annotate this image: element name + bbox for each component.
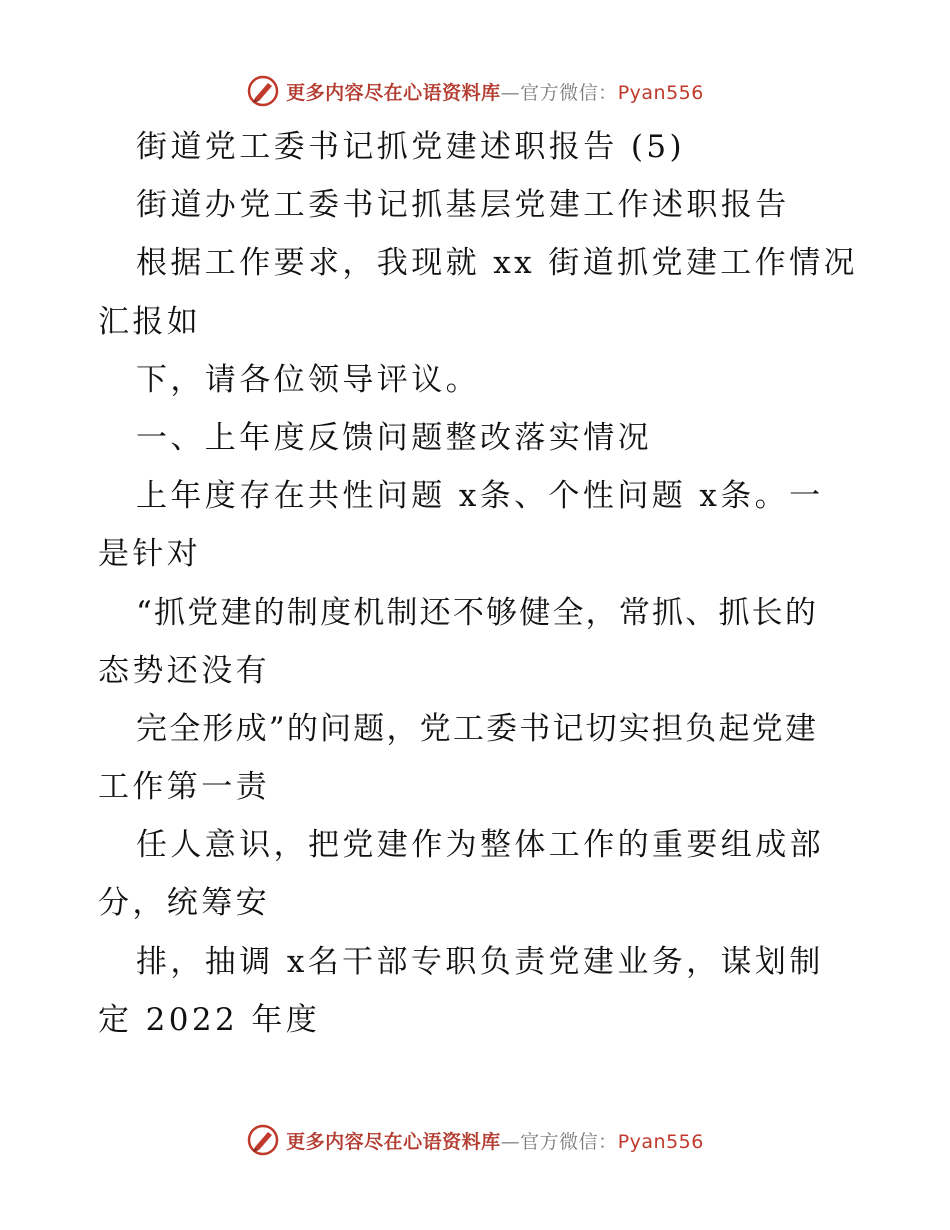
paragraph-line: 汇报如: [98, 303, 202, 340]
paragraph-line: 根据工作要求，我现就 xx 街道抓党建工作情况: [136, 245, 858, 282]
paragraph-line: 定 2022 年度: [98, 1001, 321, 1038]
paragraph-line: 态势还没有: [98, 652, 270, 689]
watermark-wechat-id: Pyan556: [617, 1130, 704, 1153]
paragraph-line: 是针对: [98, 536, 202, 573]
document-title: 街道党工委书记抓党建述职报告 (5): [136, 129, 685, 165]
watermark-text: [286, 1127, 704, 1154]
paragraph-line: 排，抽调 x名干部专职负责党建业务，谋划制: [136, 943, 824, 980]
footer-watermark: [0, 1120, 950, 1160]
paragraph-line: 完全形成”的问题，党工委书记切实担负起党建: [136, 710, 819, 747]
watermark-site-name: 更多内容尽在心语资料库: [286, 81, 501, 104]
watermark-wechat-label: 官方微信：: [520, 81, 618, 104]
paragraph-line: “抓党建的制度机制还不够健全，常抓、抓长的: [136, 594, 819, 631]
paragraph-line: 工作第一责: [98, 769, 270, 806]
watermark-separator: —: [500, 1130, 521, 1153]
watermark-site-name: 更多内容尽在心语资料库: [286, 1130, 501, 1153]
watermark-separator: —: [500, 81, 521, 104]
watermark-wechat-id: Pyan556: [617, 81, 704, 104]
paragraph-line: 上年度存在共性问题 x条、个性问题 x条。一: [136, 478, 824, 515]
paragraph-line: 任人意识，把党建作为整体工作的重要组成部: [136, 827, 824, 864]
watermark-text: [286, 78, 704, 105]
paragraph-line: 下，请各位领导评议。: [136, 361, 480, 398]
document-body: [98, 118, 888, 1049]
header-watermark: [0, 71, 950, 111]
section-heading: 一、上年度反馈问题整改落实情况: [136, 419, 652, 456]
document-subtitle: 街道办党工委书记抓基层党建工作述职报告: [136, 187, 790, 224]
pen-logo-icon: [246, 1123, 280, 1157]
paragraph-line: 分，统筹安: [98, 885, 270, 922]
pen-logo-icon: [246, 74, 280, 108]
watermark-wechat-label: 官方微信：: [520, 1130, 618, 1153]
